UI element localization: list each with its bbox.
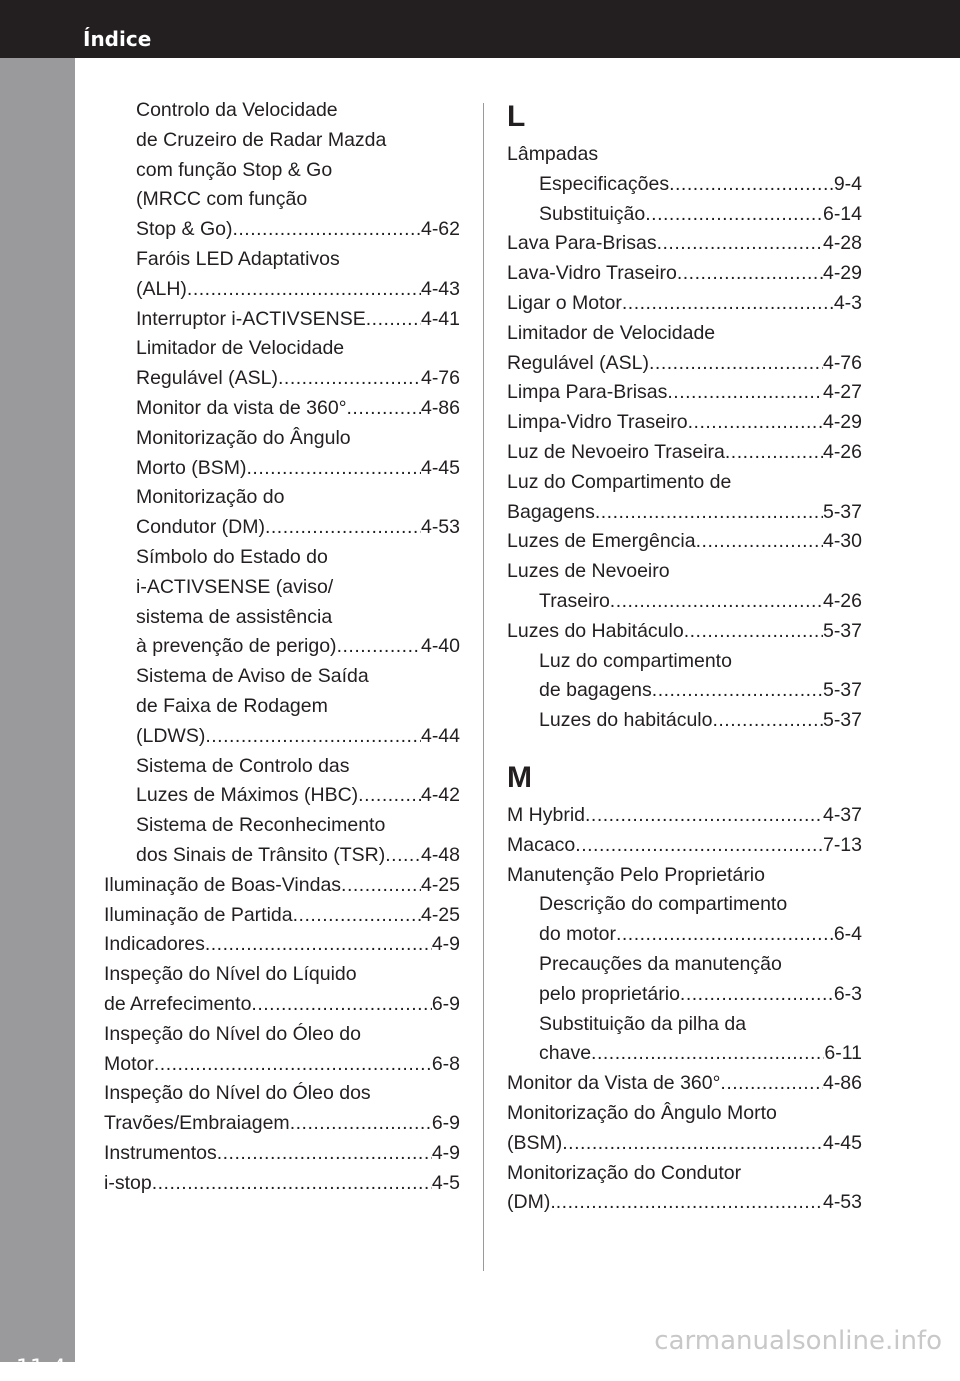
index-entry-text: Monitorização do Ângulo Morto — [507, 1101, 777, 1124]
index-entry — [104, 364, 460, 394]
index-entry-text: Luz do Compartimento de — [507, 470, 732, 493]
index-entry — [507, 170, 862, 200]
index-entry-page: 4-86 — [420, 396, 460, 419]
index-entry-page: 4-53 — [420, 516, 460, 539]
index-entry-page: 6-3 — [833, 982, 862, 1005]
index-entry-page: 5-37 — [822, 679, 862, 702]
dot-leader — [358, 781, 421, 811]
index-entry — [507, 349, 862, 379]
dot-leader — [347, 394, 421, 424]
dot-leader — [645, 200, 823, 230]
index-entry-text: Limpa-Vidro Traseiro — [507, 411, 688, 434]
index-entry-text: Luzes do Habitáculo — [507, 619, 684, 642]
index-entry-page: 4-44 — [420, 724, 460, 747]
index-entry — [507, 289, 862, 319]
dot-leader — [247, 454, 421, 484]
index-entry — [507, 920, 862, 950]
index-entry-text: Precauções da manutenção — [539, 952, 782, 975]
page-number: 11-4 — [16, 1356, 66, 1381]
dot-leader — [265, 513, 421, 543]
index-entry-text: Condutor (DM) — [136, 516, 265, 539]
index-entry-text: Bagagens — [507, 500, 595, 523]
index-entry-text: Inspeção do Nível do Líquido — [104, 963, 357, 986]
index-entry — [104, 1050, 460, 1080]
index-entry — [507, 617, 862, 647]
index-entry-page: 4-48 — [420, 843, 460, 866]
index-entry-text: Instrumentos — [104, 1141, 217, 1164]
index-entry-page: 4-86 — [822, 1072, 862, 1095]
index-entry-text: Traseiro — [539, 589, 610, 612]
index-entry — [507, 259, 862, 289]
index-entry-page: 9-4 — [833, 172, 862, 195]
index-entry-text: Iluminação de Boas-Vindas — [104, 873, 342, 896]
index-entry — [104, 454, 460, 484]
index-entry-page: 4-76 — [822, 351, 862, 374]
index-entry-text: de Cruzeiro de Radar Mazda — [136, 128, 387, 151]
index-entry-text: Substituição — [539, 202, 646, 225]
index-entry-page: 4-42 — [420, 784, 460, 807]
index-entry-text: i-stop — [104, 1171, 152, 1194]
index-entry-page: 5-37 — [822, 500, 862, 523]
index-entry-text: de bagagens — [539, 679, 652, 702]
dot-leader — [556, 1188, 823, 1218]
index-entry — [507, 801, 862, 831]
index-entry — [104, 901, 460, 931]
index-entry-page: 4-29 — [822, 262, 862, 285]
dot-leader — [684, 617, 823, 647]
index-entry — [104, 394, 460, 424]
index-entry-text: Controlo da Velocidade — [136, 99, 338, 121]
dot-leader — [290, 1109, 432, 1139]
dot-leader — [657, 229, 823, 259]
index-entry-page: 4-30 — [822, 530, 862, 553]
index-entry-text: Lava Para-Brisas — [507, 232, 657, 255]
index-entry-text: Monitorização do Ângulo — [136, 426, 351, 449]
dot-leader — [667, 378, 823, 408]
index-entry-page: 5-37 — [822, 709, 862, 732]
index-entry-text: Luzes do habitáculo — [539, 709, 713, 732]
index-entry-page: 4-37 — [822, 803, 862, 826]
index-entry — [104, 990, 460, 1020]
index-entry-text: Descrição do compartimento — [539, 893, 788, 916]
index-entry-page: 4-76 — [420, 367, 460, 390]
index-entry-text: Inspeção do Nível do Óleo do — [104, 1022, 361, 1045]
header-bar — [0, 0, 960, 58]
dot-leader — [217, 1139, 432, 1169]
dot-leader — [575, 831, 823, 861]
index-entry-text: Luzes de Emergência — [507, 530, 696, 553]
index-entry — [507, 378, 862, 408]
index-entry-text: Monitor da Vista de 360° — [507, 1072, 721, 1095]
index-entry-text: Inspeção do Nível do Óleo dos — [104, 1082, 371, 1105]
dot-leader — [187, 275, 421, 305]
dot-leader — [591, 1039, 824, 1069]
index-entry-text: com função Stop & Go — [136, 158, 333, 181]
index-entry-page: 4-62 — [420, 218, 460, 241]
index-entry — [104, 841, 460, 871]
index-entry-page: 6-9 — [431, 992, 460, 1015]
index-entry — [507, 438, 862, 468]
dot-leader — [649, 349, 823, 379]
index-entry-text: Limitador de Velocidade — [507, 321, 716, 344]
index-entry-text: (DM). — [507, 1191, 556, 1214]
dot-leader — [337, 632, 421, 662]
index-entry — [507, 1129, 862, 1159]
index-entry-text: Regulável (ASL) — [136, 367, 278, 390]
index-entry-text: Motor — [104, 1052, 154, 1075]
index-entry-text: Iluminação de Partida — [104, 903, 293, 926]
dot-leader — [680, 980, 834, 1010]
index-entry-text: Sistema de Controlo das — [136, 754, 350, 777]
index-entry-page: 6-4 — [833, 923, 862, 946]
index-entry-text: Morto (BSM) — [136, 456, 247, 479]
index-entry-text: sistema de assistência — [136, 605, 333, 628]
dot-leader — [251, 990, 431, 1020]
index-entry-page: 6-14 — [822, 202, 862, 225]
index-entry — [104, 871, 460, 901]
index-entry-text: à prevenção de perigo) — [136, 635, 337, 658]
index-entry — [507, 229, 862, 259]
dot-leader — [205, 930, 432, 960]
index-entry-page: 4-41 — [420, 307, 460, 330]
dot-leader — [205, 722, 421, 752]
dot-leader — [562, 1129, 823, 1159]
index-entry-text: Luzes de Nevoeiro — [507, 560, 670, 583]
index-entry — [507, 527, 862, 557]
index-entry-text: i-ACTIVSENSE (aviso/ — [136, 575, 334, 598]
dot-leader — [622, 289, 834, 319]
dot-leader — [385, 841, 421, 871]
index-entry-text: (LDWS) — [136, 724, 206, 747]
index-entry-page: 5-37 — [822, 619, 862, 642]
dot-leader — [677, 259, 823, 289]
index-entry-text: Faróis LED Adaptativos — [136, 247, 340, 270]
index-entry — [507, 1069, 862, 1099]
index-entry-text: Limpa Para-Brisas — [507, 381, 668, 404]
index-entry-text: Manutenção Pelo Proprietário — [507, 863, 765, 886]
index-entry — [507, 587, 862, 617]
index-entry-page: 4-45 — [822, 1131, 862, 1154]
dot-leader — [616, 920, 834, 950]
section-letter: M — [507, 760, 532, 794]
index-entry-text: Monitorização do — [136, 486, 285, 509]
index-entry — [104, 1169, 460, 1199]
dot-leader — [688, 408, 823, 438]
index-entry-page: 4-53 — [822, 1191, 862, 1214]
index-entry-page: 6-8 — [431, 1052, 460, 1075]
index-entry-text: Sistema de Aviso de Saída — [136, 665, 369, 688]
index-entry-text: Regulável (ASL) — [507, 351, 649, 374]
index-entry — [104, 1109, 460, 1139]
index-entry-page: 4-29 — [822, 411, 862, 434]
index-entry-page: 4-9 — [431, 933, 460, 956]
index-entry — [104, 632, 460, 662]
dot-leader — [595, 498, 823, 528]
index-entry-text: de Arrefecimento — [104, 992, 252, 1015]
index-entry — [507, 200, 862, 230]
index-entry-text: Lava-Vidro Traseiro — [507, 262, 677, 285]
index-entry-page: 6-11 — [824, 1042, 862, 1065]
dot-leader — [669, 170, 834, 200]
index-entry-text: Macaco — [507, 833, 576, 856]
index-entry-text: Especificações — [539, 172, 670, 195]
dot-leader — [696, 527, 823, 557]
index-entry — [507, 408, 862, 438]
dot-leader — [720, 1069, 823, 1099]
index-entry-page: 4-3 — [833, 291, 862, 314]
index-entry — [104, 305, 460, 335]
index-entry-text: Sistema de Reconhecimento — [136, 814, 386, 837]
index-entry — [104, 722, 460, 752]
index-entry-page: 4-9 — [431, 1141, 460, 1164]
index-entry-page: 4-28 — [822, 232, 862, 255]
index-entry-text: Interruptor i-ACTIVSENSE — [136, 307, 366, 330]
index-column-left — [104, 96, 460, 1198]
index-entry-text: Ligar o Motor — [507, 291, 622, 314]
index-entry-text: M Hybrid — [507, 803, 586, 826]
side-tab — [0, 58, 75, 1381]
column-divider — [483, 103, 484, 1271]
index-entry-text: Substituição da pilha da — [539, 1012, 747, 1035]
index-entry-text: (ALH) — [136, 277, 187, 300]
index-entry-text: de Faixa de Rodagem — [136, 694, 328, 717]
index-entry-page: 4-26 — [822, 440, 862, 463]
dot-leader — [152, 1169, 432, 1199]
index-entry-page: 6-9 — [431, 1112, 460, 1135]
index-entry-page: 4-5 — [431, 1171, 460, 1194]
index-entry — [507, 706, 862, 736]
index-entry-text: Travões/Embraiagem — [104, 1112, 290, 1135]
index-entry-text: Monitor da vista de 360° — [136, 396, 347, 419]
index-entry-page: 4-45 — [420, 456, 460, 479]
index-entry — [104, 781, 460, 811]
dot-leader — [232, 215, 421, 245]
dot-leader — [278, 364, 421, 394]
index-entry-text: dos Sinais de Trânsito (TSR) — [136, 843, 386, 866]
index-entry-page: 4-25 — [420, 903, 460, 926]
index-entry — [507, 676, 862, 706]
index-entry-text: (BSM) — [507, 1131, 563, 1154]
index-entry — [507, 1039, 862, 1069]
section-letter: L — [507, 100, 526, 133]
index-entry-page: 4-43 — [420, 277, 460, 300]
index-entry — [104, 1139, 460, 1169]
dot-leader — [154, 1050, 432, 1080]
index-entry — [104, 513, 460, 543]
index-entry-text: chave — [539, 1042, 592, 1065]
watermark: carmanualsonline.info — [654, 1326, 942, 1356]
index-entry-text: Stop & Go) — [136, 218, 233, 241]
dot-leader — [712, 706, 823, 736]
index-entry-text: Luz do compartimento — [539, 649, 732, 672]
index-column-right — [507, 96, 862, 1218]
index-entry-text: Lâmpadas — [507, 143, 599, 165]
dot-leader — [652, 676, 823, 706]
index-entry-text: Símbolo do Estado do — [136, 545, 328, 568]
index-entry — [104, 275, 460, 305]
index-entry — [507, 831, 862, 861]
index-entry-text: (MRCC com função — [136, 188, 308, 211]
index-entry-text: Monitorização do Condutor — [507, 1161, 742, 1184]
index-entry-page: 4-26 — [822, 589, 862, 612]
index-entry-page: 7-13 — [822, 833, 862, 856]
index-entry-text: Luzes de Máximos (HBC) — [136, 784, 359, 807]
index-entry-text: Limitador de Velocidade — [136, 337, 345, 360]
page-title: Índice — [83, 27, 152, 51]
dot-leader — [366, 305, 421, 335]
index-entry-page: 4-40 — [420, 635, 460, 658]
index-entry — [507, 498, 862, 528]
index-entry — [104, 930, 460, 960]
index-entry-page: 4-27 — [822, 381, 862, 404]
index-entry-text: pelo proprietário — [539, 982, 680, 1005]
index-entry — [507, 980, 862, 1010]
index-entry-page: 4-25 — [420, 873, 460, 896]
index-entry-text: Luz de Nevoeiro Traseira — [507, 440, 725, 463]
dot-leader — [610, 587, 823, 617]
index-entry — [507, 1188, 862, 1218]
dot-leader — [293, 901, 421, 931]
index-entry — [104, 215, 460, 245]
dot-leader — [585, 801, 823, 831]
dot-leader — [341, 871, 421, 901]
index-entry-text: Indicadores — [104, 933, 205, 956]
index-entry-text: do motor — [539, 923, 616, 946]
dot-leader — [725, 438, 823, 468]
